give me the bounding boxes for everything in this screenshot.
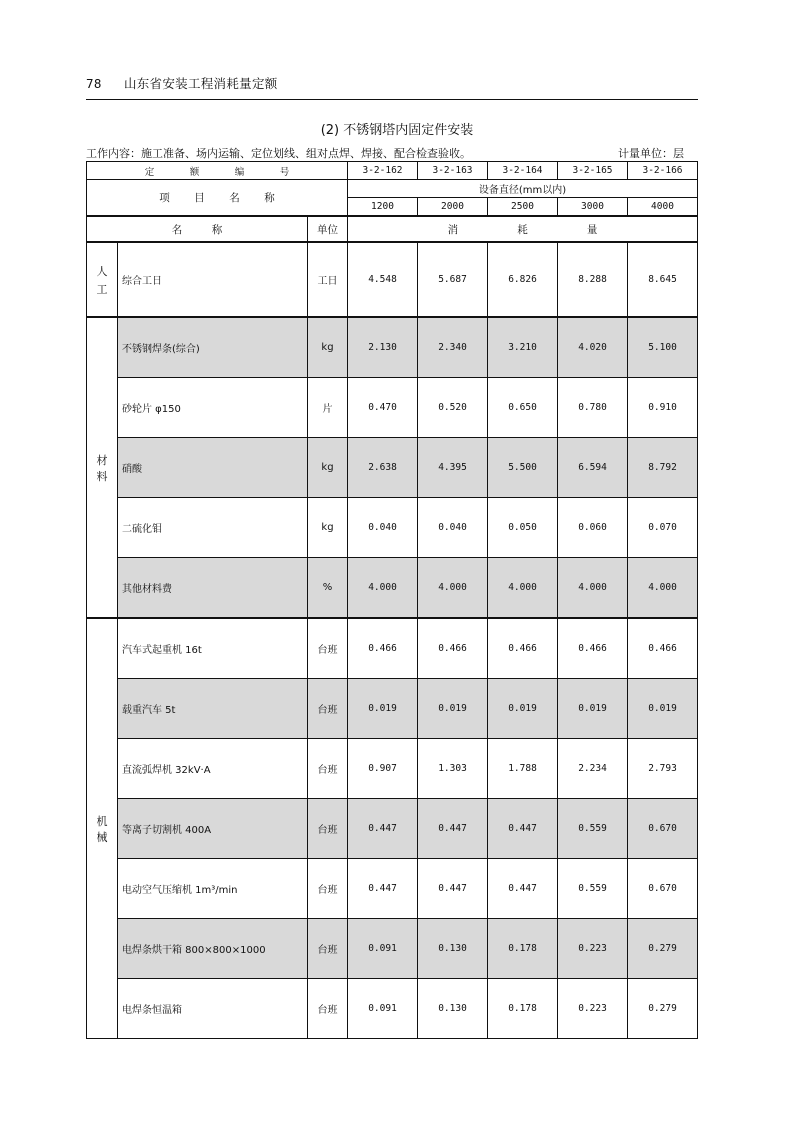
diameter-value: 3000 xyxy=(558,198,628,217)
resource-unit: 工日 xyxy=(308,242,348,317)
measure-unit: 计量单位：层 xyxy=(618,147,684,160)
quota-code: 3-2-163 xyxy=(418,162,488,180)
table-row xyxy=(87,679,698,739)
consumption-value: 0.130 xyxy=(418,979,488,1039)
consumption-value: 3.210 xyxy=(488,317,558,378)
consumption-value: 4.000 xyxy=(348,558,418,619)
consumption-value: 0.447 xyxy=(488,859,558,919)
table-row xyxy=(87,438,698,498)
quota-code-label xyxy=(87,162,348,180)
consumption-value: 4.000 xyxy=(558,558,628,619)
category-cell xyxy=(87,242,118,317)
resource-name: 硝酸 xyxy=(118,438,308,498)
label-char: 消 xyxy=(447,223,459,236)
resource-name: 二硫化钼 xyxy=(118,498,308,558)
quota-code: 3-2-164 xyxy=(488,162,558,180)
consumption-value: 0.223 xyxy=(558,919,628,979)
consumption-value: 8.645 xyxy=(628,242,698,317)
consumption-value: 0.019 xyxy=(488,679,558,739)
section-title: (2) 不锈钢塔内固定件安装 xyxy=(320,123,474,138)
category-char: 材 xyxy=(96,453,108,467)
work-content: 工作内容：施工准备、场内运输、定位划线、组对点焊、焊接、配合检查验收。 xyxy=(86,147,471,160)
consumption-value: 4.020 xyxy=(558,317,628,378)
quota-code: 3-2-162 xyxy=(348,162,418,180)
resource-name: 载重汽车 5t xyxy=(118,679,308,739)
consumption-value: 1.303 xyxy=(418,739,488,799)
consumption-value: 4.000 xyxy=(628,558,698,619)
table-row xyxy=(87,242,698,317)
param-row xyxy=(87,180,698,198)
consumption-value: 0.670 xyxy=(628,799,698,859)
consumption-value: 1.788 xyxy=(488,739,558,799)
label-char: 号 xyxy=(279,166,290,178)
table-row xyxy=(87,919,698,979)
consumption-value: 0.447 xyxy=(488,799,558,859)
consumption-value: 6.826 xyxy=(488,242,558,317)
category-char: 人 xyxy=(96,264,108,278)
quota-code: 3-2-166 xyxy=(628,162,698,180)
consumption-value: 0.019 xyxy=(418,679,488,739)
consumption-value: 2.793 xyxy=(628,739,698,799)
resource-name: 电焊条恒温箱 xyxy=(118,979,308,1039)
category-cell xyxy=(87,317,118,618)
table-row xyxy=(87,739,698,799)
item-name-label xyxy=(87,180,348,217)
resource-unit: 台班 xyxy=(308,919,348,979)
resource-unit: 台班 xyxy=(308,679,348,739)
resource-unit: 台班 xyxy=(308,979,348,1039)
resource-name: 其他材料费 xyxy=(118,558,308,619)
diameter-value: 2000 xyxy=(418,198,488,217)
header-rule xyxy=(86,99,698,100)
consumption-value: 4.000 xyxy=(488,558,558,619)
label-char: 项 xyxy=(159,192,170,204)
consumption-value: 0.178 xyxy=(488,919,558,979)
consumption-value: 0.091 xyxy=(348,979,418,1039)
resource-name: 等离子切割机 400A xyxy=(118,799,308,859)
label-char: 编 xyxy=(234,166,245,178)
col-unit-label: 单位 xyxy=(308,216,348,242)
label-char: 目 xyxy=(194,192,205,204)
diameter-value: 2500 xyxy=(488,198,558,217)
resource-name: 电焊条烘干箱 800×800×1000 xyxy=(118,919,308,979)
consumption-value: 0.447 xyxy=(348,859,418,919)
label-char: 额 xyxy=(189,166,200,178)
consumption-value: 0.907 xyxy=(348,739,418,799)
consumption-value: 0.910 xyxy=(628,378,698,438)
consumption-value: 0.466 xyxy=(628,618,698,679)
category-char: 械 xyxy=(96,830,108,844)
consumption-value: 8.792 xyxy=(628,438,698,498)
param-label: 设备直径(mm以内) xyxy=(348,180,698,198)
consumption-value: 0.447 xyxy=(418,859,488,919)
consumption-value: 0.091 xyxy=(348,919,418,979)
consumption-value: 0.559 xyxy=(558,859,628,919)
consumption-value: 0.520 xyxy=(418,378,488,438)
col-name-label xyxy=(87,216,308,242)
book-title: 山东省安装工程消耗量定额 xyxy=(123,76,278,91)
category-char: 机 xyxy=(96,814,108,828)
label-char: 称 xyxy=(264,192,275,204)
table-row xyxy=(87,558,698,619)
consumption-value: 0.650 xyxy=(488,378,558,438)
consumption-value: 2.340 xyxy=(418,317,488,378)
consumption-value: 5.100 xyxy=(628,317,698,378)
column-header-row xyxy=(87,216,698,242)
consumption-value: 0.019 xyxy=(348,679,418,739)
diameter-value: 1200 xyxy=(348,198,418,217)
resource-unit: 台班 xyxy=(308,799,348,859)
resource-unit: 片 xyxy=(308,378,348,438)
resource-unit: % xyxy=(308,558,348,619)
resource-name: 电动空气压缩机 1m³/min xyxy=(118,859,308,919)
consumption-value: 6.594 xyxy=(558,438,628,498)
consumption-value: 5.500 xyxy=(488,438,558,498)
table-row xyxy=(87,859,698,919)
consumption-value: 0.178 xyxy=(488,979,558,1039)
category-char: 料 xyxy=(96,469,108,483)
consumption-value: 5.687 xyxy=(418,242,488,317)
consumption-value: 8.288 xyxy=(558,242,628,317)
table-row xyxy=(87,498,698,558)
resource-unit: kg xyxy=(308,498,348,558)
resource-unit: 台班 xyxy=(308,739,348,799)
consumption-value: 0.780 xyxy=(558,378,628,438)
consumption-value: 4.000 xyxy=(418,558,488,619)
consumption-value: 0.559 xyxy=(558,799,628,859)
consumption-value: 4.548 xyxy=(348,242,418,317)
resource-unit: kg xyxy=(308,438,348,498)
code-row xyxy=(87,162,698,180)
category-char: 工 xyxy=(96,282,108,296)
resource-unit: 台班 xyxy=(308,618,348,679)
consumption-value: 0.466 xyxy=(418,618,488,679)
consumption-value: 0.040 xyxy=(348,498,418,558)
consumption-value: 0.019 xyxy=(558,679,628,739)
table-row xyxy=(87,618,698,679)
page-number: 78 xyxy=(86,76,102,91)
table-row xyxy=(87,378,698,438)
resource-name: 汽车式起重机 16t xyxy=(118,618,308,679)
resource-unit: kg xyxy=(308,317,348,378)
consumption-value: 0.223 xyxy=(558,979,628,1039)
consumption-value: 0.050 xyxy=(488,498,558,558)
resource-name: 砂轮片 φ150 xyxy=(118,378,308,438)
table-row xyxy=(87,979,698,1039)
consumption-value: 0.447 xyxy=(348,799,418,859)
consumption-value: 2.130 xyxy=(348,317,418,378)
label-char: 耗 xyxy=(517,223,528,236)
consumption-value: 2.234 xyxy=(558,739,628,799)
consumption-value: 0.279 xyxy=(628,919,698,979)
resource-name: 不锈钢焊条(综合) xyxy=(118,317,308,378)
consumption-value: 0.019 xyxy=(628,679,698,739)
consumption-value: 0.670 xyxy=(628,859,698,919)
consumption-value: 0.470 xyxy=(348,378,418,438)
consumption-label xyxy=(348,216,698,242)
resource-unit: 台班 xyxy=(308,859,348,919)
label-char: 称 xyxy=(211,223,223,236)
label-char: 名 xyxy=(171,223,183,236)
table-row xyxy=(87,317,698,378)
consumption-value: 0.279 xyxy=(628,979,698,1039)
consumption-value: 0.060 xyxy=(558,498,628,558)
quota-code: 3-2-165 xyxy=(558,162,628,180)
consumption-value: 0.466 xyxy=(348,618,418,679)
label-char: 名 xyxy=(229,192,240,204)
consumption-value: 2.638 xyxy=(348,438,418,498)
consumption-value: 0.466 xyxy=(488,618,558,679)
diameter-value: 4000 xyxy=(628,198,698,217)
consumption-value: 0.447 xyxy=(418,799,488,859)
consumption-value: 0.466 xyxy=(558,618,628,679)
consumption-value: 4.395 xyxy=(418,438,488,498)
consumption-value: 0.070 xyxy=(628,498,698,558)
consumption-value: 0.040 xyxy=(418,498,488,558)
table-row xyxy=(87,799,698,859)
label-char: 定 xyxy=(144,166,155,178)
quota-table xyxy=(86,161,698,1039)
category-cell xyxy=(87,618,118,1039)
resource-name: 直流弧焊机 32kV·A xyxy=(118,739,308,799)
label-char: 量 xyxy=(586,223,598,236)
resource-name: 综合工日 xyxy=(118,242,308,317)
running-header xyxy=(86,74,278,92)
consumption-value: 0.130 xyxy=(418,919,488,979)
